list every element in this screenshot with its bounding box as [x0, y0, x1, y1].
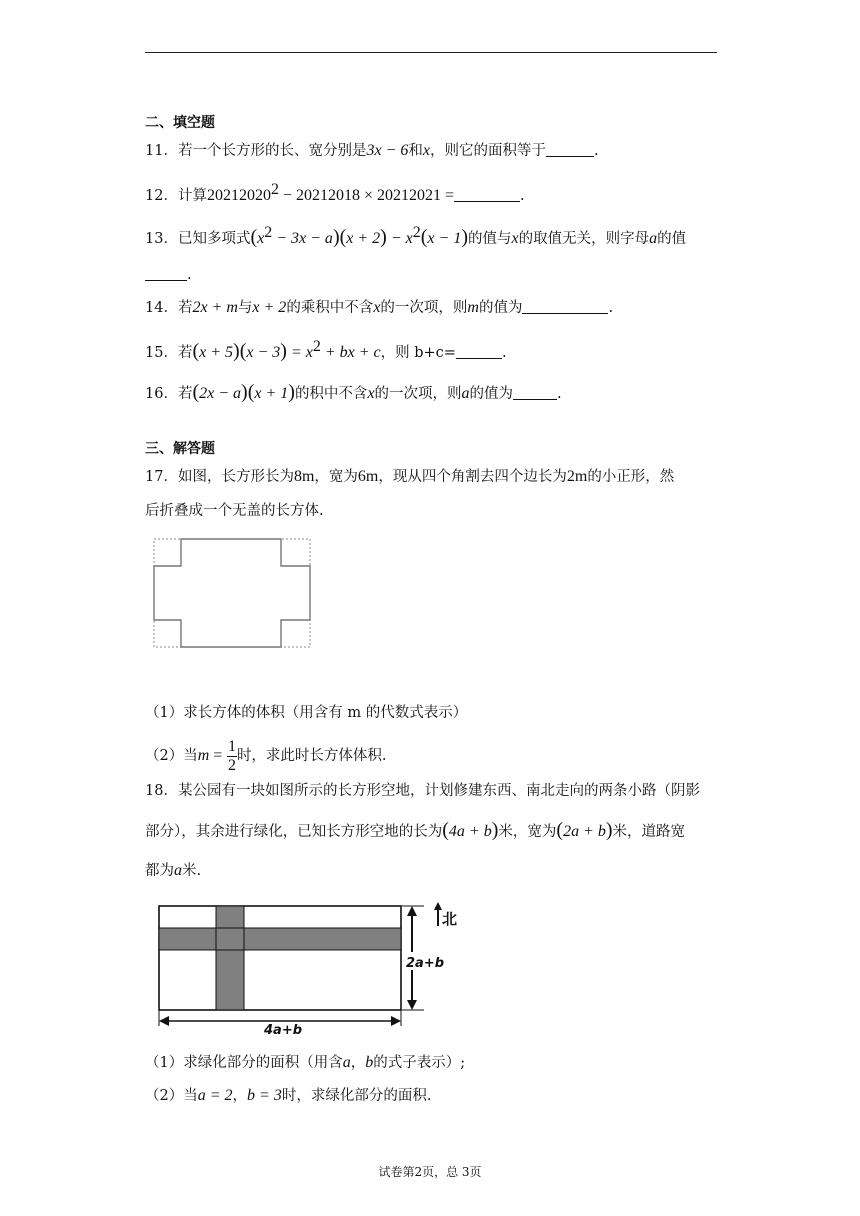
figure-north-label: 北: [442, 910, 458, 928]
answer-blank[interactable]: [454, 187, 520, 202]
question-18-part-2: （2）当a = 2，b = 3时，求绿化部分的面积.: [145, 1087, 432, 1104]
question-18-line-2: 部分），其余进行绿化，已知长方形空地的长为(4a + b)米，宽为(2a + b)米，道路宽: [145, 819, 686, 841]
answer-blank[interactable]: [456, 344, 502, 359]
question-17-part-1: （1）求长方体的体积（用含有 m 的代数式表示）: [145, 705, 468, 721]
section-fill-in-title: 二、填空题: [145, 115, 215, 131]
answer-blank[interactable]: [513, 385, 557, 400]
answer-blank[interactable]: [546, 142, 594, 157]
figure-width-label: 4a+b: [264, 1023, 303, 1038]
header-rule: [145, 52, 717, 53]
section-solve-title: 三、解答题: [145, 441, 215, 457]
question-13-continued: .: [145, 264, 192, 286]
question-17-part-2: （2）当m = $\frac{1}{2}$ 时，求此时长方体体积.: [145, 737, 387, 774]
question-18-line-3: 都为a米.: [145, 862, 202, 879]
page-footer: 试卷第2页，总 3页: [378, 1165, 482, 1179]
fraction-one-half: $\frac{1}{2}$: [227, 737, 236, 774]
question-14: 14．若2x + m与x + 2的乘积中不含x的一次项，则m的值为 .: [145, 299, 614, 316]
answer-blank[interactable]: [145, 266, 187, 281]
box-net-figure: [150, 535, 314, 651]
question-11: 11．若一个长方形的长、宽分别是3x − 6和x，则它的面积等于 .: [145, 142, 599, 159]
question-17: 17．如图，长方形长为8m，宽为6m，现从四个角割去四个边长为2m的小正形，然: [145, 468, 675, 485]
park-road-figure: [150, 896, 470, 1036]
question-18-part-1: （1）求绿化部分的面积（用含a，b的式子表示）;: [145, 1054, 466, 1071]
answer-blank[interactable]: [522, 299, 608, 314]
question-13: 13．已知多项式$(x^2 - 3x - a)(x + 2) - x^2(x - 1)$的值与x的取值无关，则字母a的值: [145, 224, 687, 248]
question-12: 12．计算$20212020^2 - 20212018 \times 20212021$ = .: [145, 181, 525, 204]
figure-height-label: 2a+b: [406, 956, 445, 971]
question-17-line-2: 后折叠成一个无盖的长方体.: [145, 503, 324, 519]
question-15: 15．若$(x + 5)(x - 3) = x^2$ + bx + c，则 b+c= .: [145, 338, 507, 362]
question-16: 16．若(2x − a)(x + 1)的积中不含x的一次项，则a的值为 .: [145, 381, 562, 403]
question-18: 18．某公园有一块如图所示的长方形空地，计划修建东西、南北走向的两条小路（阴影: [145, 783, 700, 799]
